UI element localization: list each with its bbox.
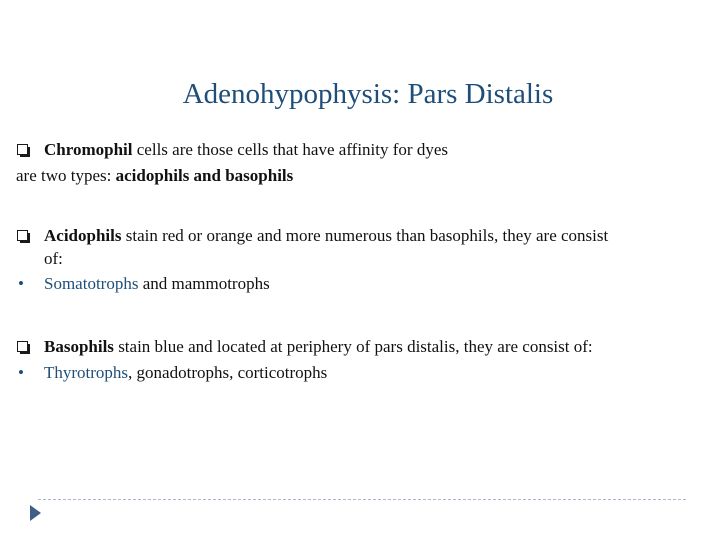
checkbox-bullet-icon [17, 341, 28, 352]
chromophil-types: acidophils and basophils [115, 166, 294, 185]
checkbox-bullet-icon [17, 230, 28, 241]
footer-divider [38, 499, 686, 500]
acidophils-subitem [16, 270, 716, 298]
basophils-subitem-rest: , gonadotrophs, corticotrophs [128, 363, 328, 382]
acidophils-term: Acidophils [44, 226, 122, 245]
basophils-line-1 [16, 334, 716, 360]
somatotrophs-label: Somatotrophs [44, 274, 139, 293]
basophils-subitem [16, 360, 716, 386]
chromophil-line-2 [16, 163, 716, 189]
chromophil-line-1 [16, 137, 716, 163]
bullet-icon: • [18, 363, 24, 382]
acidophils-subitem-rest: and mammotrophs [138, 274, 270, 293]
chromophil-definition: cells are those cells that have affinity for dyes [132, 140, 448, 159]
thyrotrophs-label: Thyrotrophs [44, 363, 129, 382]
basophils-term: Basophils [44, 337, 114, 356]
paragraph-chromophil [16, 137, 716, 189]
acidophils-description: stain red or orange and more numerous than basophils, they are consist [121, 226, 609, 245]
bullet-icon: • [18, 274, 24, 293]
slide-title: Adenohypophysis: Pars Distalis [182, 78, 554, 110]
chromophil-term: Chromophil [44, 140, 133, 159]
paragraph-acidophils [16, 223, 716, 298]
acidophils-line-1 [16, 223, 716, 248]
triangle-arrow-icon [30, 505, 41, 521]
checkbox-bullet-icon [17, 144, 28, 155]
acidophils-line-2 [16, 248, 716, 270]
paragraph-basophils [16, 334, 716, 386]
acidophils-description-cont: of: [44, 249, 63, 268]
basophils-description: stain blue and located at periphery of pars distalis, they are consist of: [113, 337, 593, 356]
chromophil-types-intro: are two types: [16, 166, 116, 185]
